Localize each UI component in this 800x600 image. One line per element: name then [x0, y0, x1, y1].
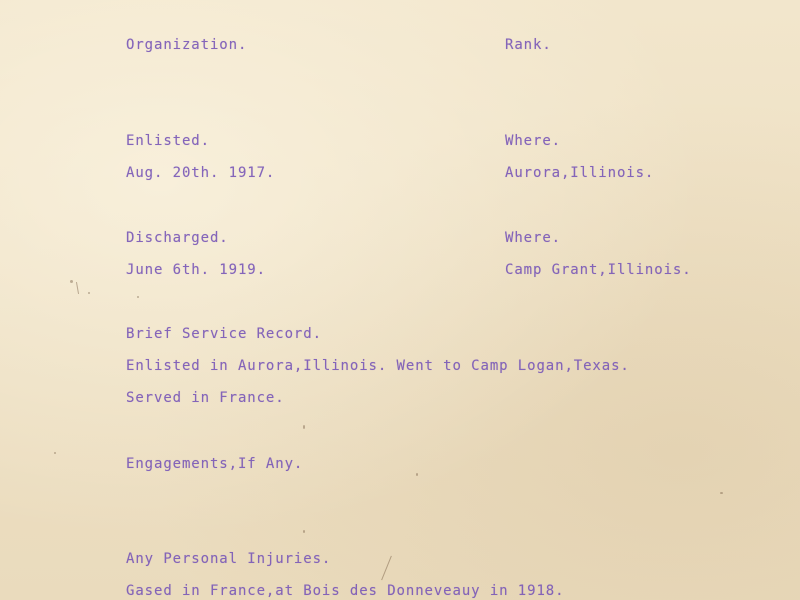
injuries-label: Any Personal Injuries. — [126, 551, 332, 567]
paper-speck — [303, 530, 305, 533]
organization-label: Organization. — [126, 37, 248, 53]
discharged-label: Discharged. — [126, 230, 229, 246]
pen-stroke-mark — [76, 282, 79, 294]
paper-speck — [88, 292, 90, 294]
discharged-date: June 6th. 1919. — [126, 262, 266, 278]
enlisted-where-label: Where. — [505, 133, 561, 149]
engagements-label: Engagements,If Any. — [126, 456, 304, 472]
service-record-line-1: Enlisted in Aurora,Illinois. Went to Camp Logan,Texas. — [126, 358, 630, 374]
enlisted-label: Enlisted. — [126, 133, 210, 149]
discharged-where-label: Where. — [505, 230, 561, 246]
enlisted-place: Aurora,Illinois. — [505, 165, 655, 181]
paper-speck — [54, 452, 56, 454]
paper-speck — [70, 280, 73, 283]
discharged-place: Camp Grant,Illinois. — [505, 262, 692, 278]
rank-label: Rank. — [505, 37, 552, 53]
pen-stroke-mark — [381, 556, 392, 580]
service-record-label: Brief Service Record. — [126, 326, 322, 342]
paper-speck — [303, 425, 305, 429]
injuries-line-1: Gased in France,at Bois des Donneveauy in 1918. — [126, 583, 565, 599]
paper-speck — [720, 492, 723, 494]
paper-speck — [416, 473, 418, 476]
paper-speck — [137, 296, 139, 298]
service-record-line-2: Served in France. — [126, 390, 285, 406]
enlisted-date: Aug. 20th. 1917. — [126, 165, 276, 181]
